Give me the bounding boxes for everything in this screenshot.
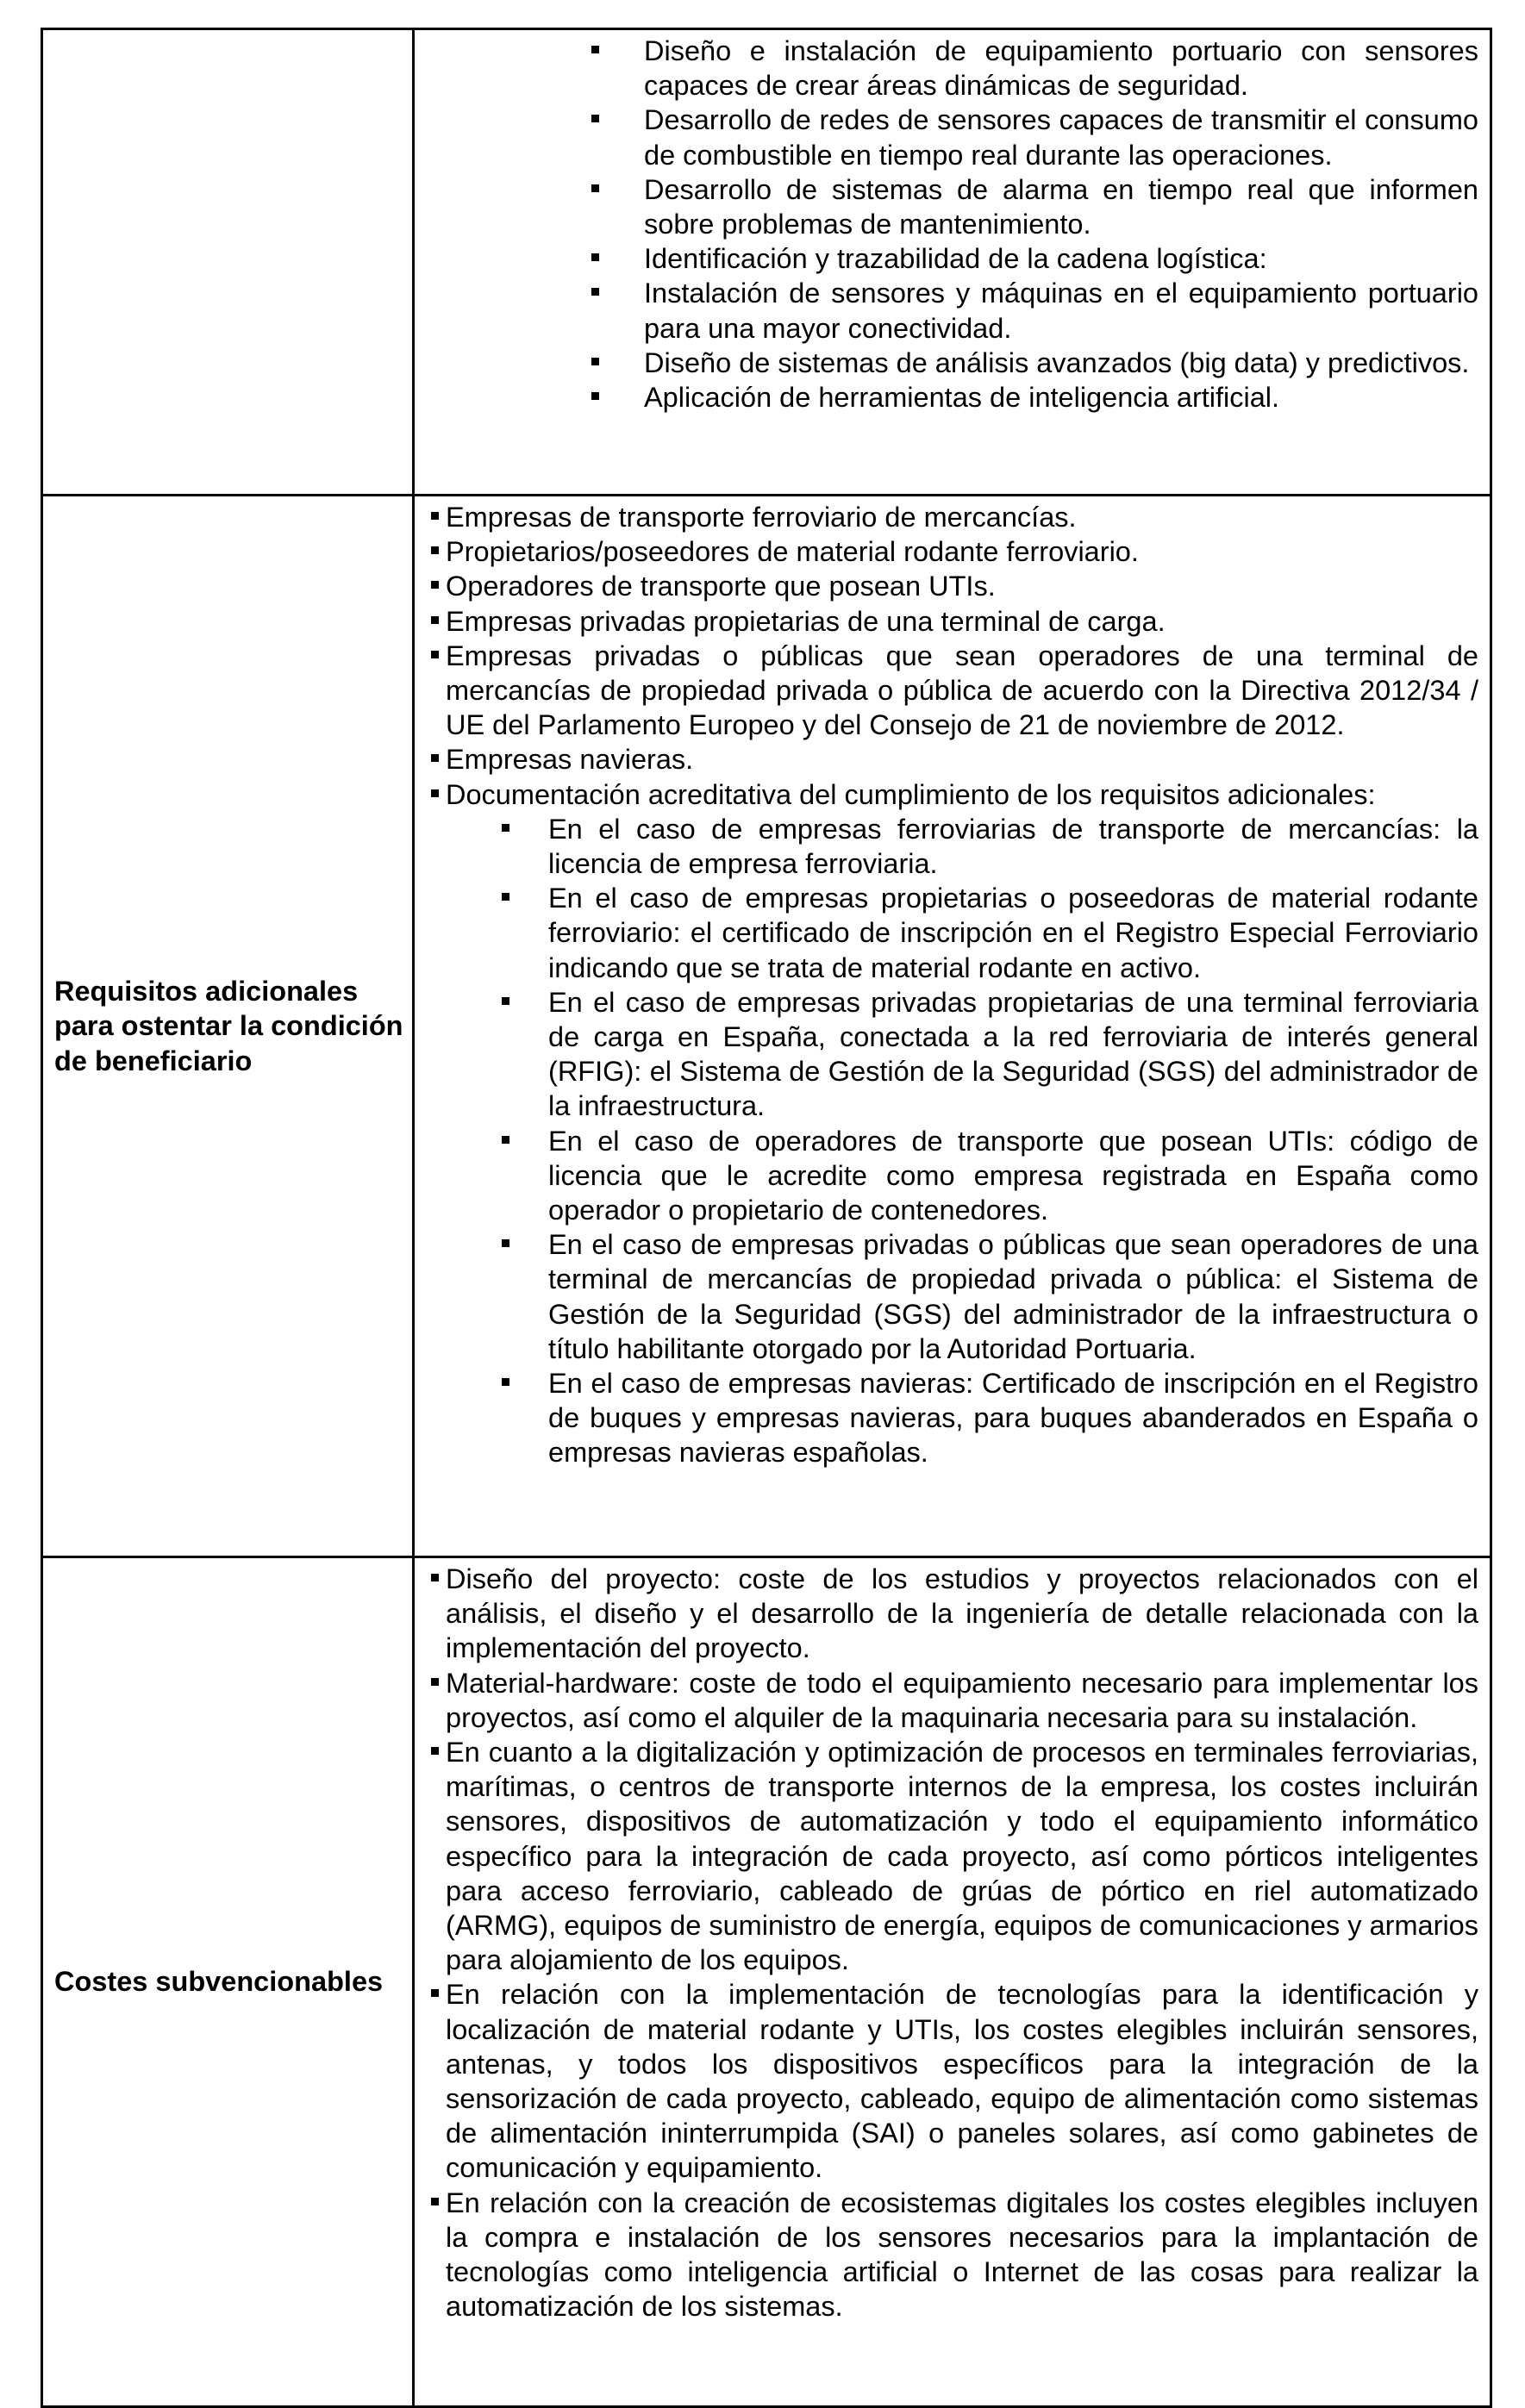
list-item-text: Desarrollo de sistemas de alarma en tiempo real que informen sobre problemas de mantenimiento. <box>644 173 1478 240</box>
list-item-text: Documentación acreditativa del cumplimiento de los requisitos adicionales: <box>446 778 1376 810</box>
list-item-text: En cuanto a la digitalización y optimización de procesos en terminales ferroviarias, marítimas, o centros de transporte internos de la empresa, los costes incluirán sensores, dispositivos de automatización y todo el equipamiento informático específico para la integración de cada proyecto, así como pórticos inteligentes para acceso ferroviario, cableado de grúas de pórtico en riel automatizado (ARMG), equipos de suministro de energía, equipos de comunicaciones y armarios para alojamiento de los equipos. <box>446 1737 1478 1976</box>
list-item-text: Identificación y trazabilidad de la cadena logística: <box>644 243 1267 275</box>
square-bullet-icon <box>431 1747 439 1755</box>
list-item-text: Diseño e instalación de equipamiento portuario con sensores capaces de crear áreas dinámicas de seguridad. <box>644 35 1478 102</box>
list-item <box>423 777 1478 812</box>
square-bullet-icon <box>502 1136 509 1144</box>
list-item-text: En relación con la implementación de tecnologías para la identificación y localización de material rodante y UTIs, los costes elegibles incluirán sensores, antenas, y todos los dispositivos específicos para la integración de la sensorización de cada proyecto, cableado, equipo de alimentación como sistemas de alimentación ininterrumpida (SAI) o paneles solares, así como gabinetes de comunicación y equipamiento. <box>446 1979 1478 2184</box>
list-item-text: En relación con la creación de ecosistemas digitales los costes elegibles incluyen la compra e instalación de los sensores necesarios para la implantación de tecnologías como inteligencia artificial o Internet de las cosas para realizar la automatización de los sistemas. <box>446 2187 1478 2323</box>
list-item <box>423 1666 1478 1735</box>
list-item-text: Empresas navieras. <box>446 744 694 776</box>
list-item <box>423 742 1478 777</box>
square-bullet-icon <box>431 2198 439 2205</box>
square-bullet-icon <box>431 616 439 624</box>
list-item <box>423 500 1478 534</box>
list-item <box>423 34 1478 103</box>
list-item-text: En el caso de empresas propietarias o poseedoras de material rodante ferroviario: el certificado de inscripción en el Registro Especial Ferroviario indicando que se trata de material rodante en activo. <box>548 883 1478 983</box>
list-item <box>423 2186 1478 2324</box>
list-item <box>423 812 1478 881</box>
row-label: Costes subvencionables <box>54 1966 384 1998</box>
square-bullet-icon <box>591 184 599 192</box>
row-content-cell <box>414 29 1491 496</box>
square-bullet-icon <box>431 1678 439 1686</box>
row-content-cell <box>414 1557 1491 2407</box>
table-row <box>42 29 1491 496</box>
list-item <box>423 1562 1478 1666</box>
list-item-text: En el caso de empresas navieras: Certificado de inscripción en el Registro de buques y empresas navieras, para buques abanderados en España o empresas navieras españolas. <box>548 1368 1478 1469</box>
list-item <box>423 1227 1478 1366</box>
list-item <box>423 172 1478 241</box>
list-item-text: Empresas privadas propietarias de una terminal de carga. <box>446 605 1166 637</box>
row-content-cell <box>414 496 1491 1557</box>
list-item <box>423 639 1478 743</box>
list-item <box>423 276 1478 345</box>
list-item <box>423 346 1478 380</box>
row-label-cell <box>42 1557 414 2407</box>
row-label: Requisitos adicionales para ostentar la condición de beneficiario <box>54 976 403 1076</box>
square-bullet-icon <box>502 997 509 1005</box>
list-item-text: Desarrollo de redes de sensores capaces de transmitir el consumo de combustible en tiempo real durante las operaciones. <box>644 104 1478 171</box>
square-bullet-icon <box>431 546 439 554</box>
square-bullet-icon <box>431 581 439 589</box>
list-item-text: Material-hardware: coste de todo el equipamiento necesario para implementar los proyectos, así como el alquiler de la maquinaria necesaria para su instalación. <box>446 1667 1478 1733</box>
square-bullet-icon <box>502 1239 509 1247</box>
list-item-text: Empresas de transporte ferroviario de mercancías. <box>446 502 1077 533</box>
list-item <box>423 1124 1478 1228</box>
square-bullet-icon <box>591 358 599 365</box>
row-label-cell <box>42 496 414 1557</box>
list-item-text: Diseño del proyecto: coste de los estudios y proyectos relacionados con el análisis, el diseño y el desarrollo de la ingeniería de detalle relacionada con la implementación del proyecto. <box>446 1563 1478 1664</box>
list-item <box>423 1977 1478 2185</box>
square-bullet-icon <box>431 512 439 520</box>
square-bullet-icon <box>591 46 599 53</box>
list-item <box>423 985 1478 1124</box>
square-bullet-icon <box>431 1574 439 1581</box>
list-item <box>423 881 1478 985</box>
square-bullet-icon <box>431 754 439 762</box>
list-item-text: En el caso de empresas ferroviarias de transporte de mercancías: la licencia de empresa ferroviaria. <box>548 813 1478 880</box>
list-item-text: En el caso de empresas privadas o públicas que sean operadores de una terminal de mercancías de propiedad privada o pública: el Sistema de Gestión de la Seguridad (SGS) del administrador de la infraestructura o título habilitante otorgado por la Autoridad Portuaria. <box>548 1229 1478 1364</box>
list-item-text: Operadores de transporte que posean UTIs. <box>446 571 996 602</box>
list-item-text: En el caso de operadores de transporte que posean UTIs: código de licencia que le acredite como empresa registrada en España como operador o propietario de contenedores. <box>548 1125 1478 1226</box>
square-bullet-icon <box>431 789 439 797</box>
table-row <box>42 1557 1491 2407</box>
list-item-text: Diseño de sistemas de análisis avanzados (big data) y predictivos. <box>644 346 1470 378</box>
list-item <box>423 103 1478 172</box>
list-item <box>423 1366 1478 1470</box>
requirements-table <box>41 28 1492 2408</box>
square-bullet-icon <box>591 392 599 400</box>
list-item-text: En el caso de empresas privadas propietarias de una terminal ferroviaria de carga en España, conectada a la red ferroviaria de interés general (RFIG): el Sistema de Gestión de la Seguridad (SGS) del administrador de la infraestructura. <box>548 986 1478 1122</box>
square-bullet-icon <box>502 893 509 901</box>
list-item <box>423 241 1478 276</box>
square-bullet-icon <box>591 288 599 296</box>
list-item-text: Instalación de sensores y máquinas en el equipamiento portuario para una mayor conectividad. <box>644 278 1478 344</box>
list-item <box>423 534 1478 569</box>
square-bullet-icon <box>591 115 599 122</box>
list-item-text: Empresas privadas o públicas que sean operadores de una terminal de mercancías de propiedad privada o pública de acuerdo con la Directiva 2012/34 / UE del Parlamento Europeo y del Consejo de 21 de noviembre de 2012. <box>446 639 1478 741</box>
square-bullet-icon <box>431 651 439 658</box>
list-item-text: Propietarios/poseedores de material rodante ferroviario. <box>446 536 1139 568</box>
row-label-cell <box>42 29 414 496</box>
list-item <box>423 604 1478 639</box>
square-bullet-icon <box>502 1378 509 1386</box>
list-item <box>423 1735 1478 1977</box>
list-item <box>423 380 1478 415</box>
square-bullet-icon <box>431 1989 439 1997</box>
list-item-text: Aplicación de herramientas de inteligencia artificial. <box>644 382 1280 414</box>
list-item <box>423 569 1478 603</box>
square-bullet-icon <box>591 253 599 261</box>
square-bullet-icon <box>502 824 509 832</box>
table-row <box>42 496 1491 1557</box>
